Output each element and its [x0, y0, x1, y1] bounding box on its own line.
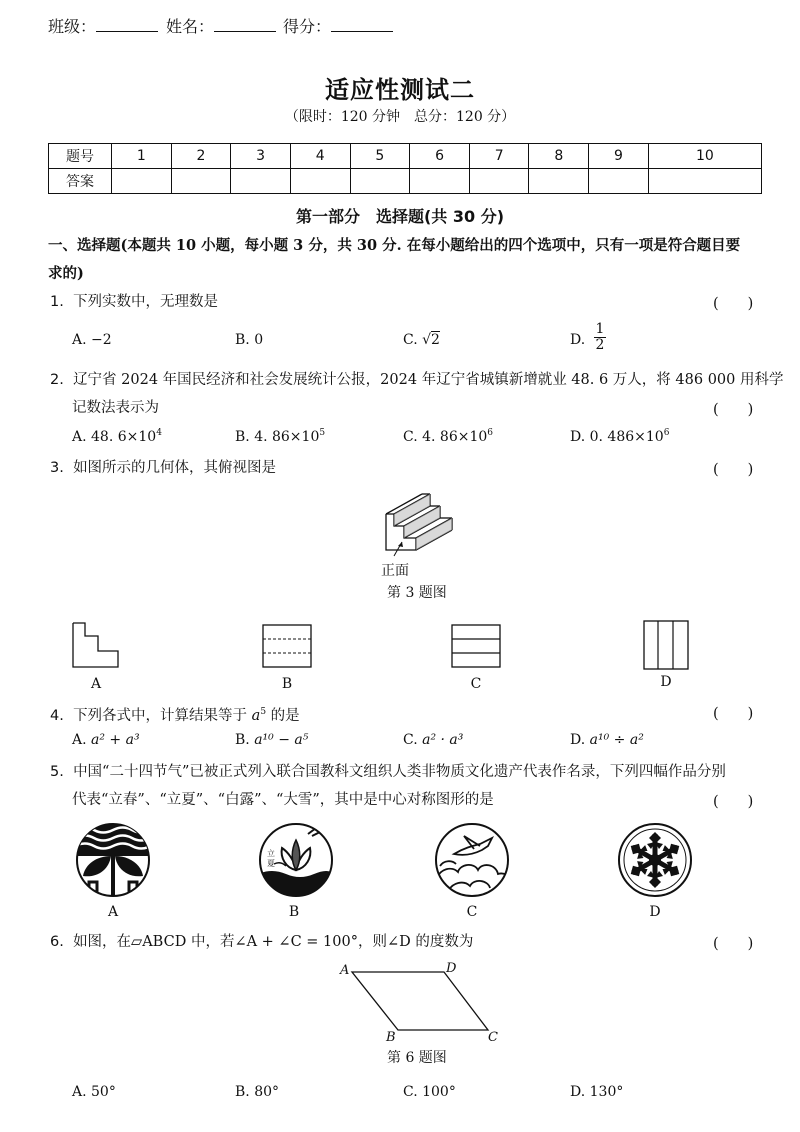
class-blank[interactable]	[96, 17, 158, 32]
q5-option-a-spring-image[interactable]	[75, 822, 151, 898]
table-number-cell: 6	[410, 144, 470, 169]
q5-option-a-label: A	[107, 904, 119, 920]
instructions-line1: 一、选择题(本题共 10 小题，每小题 3 分，共 30 分. 在每小题给出的四个选项中，只有一项是符合题目要	[48, 237, 741, 254]
q5-line2: 代表“立春”、“立夏”、“白露”、“大雪”，其中是中心对称图形的是	[72, 792, 494, 808]
q4-stem-exp: 5	[260, 707, 267, 717]
q1-fraction	[594, 322, 606, 353]
q1-option-a[interactable]: A. −2	[72, 332, 112, 348]
q3-option-a-outline	[73, 623, 118, 667]
vertex-d: D	[446, 961, 457, 976]
q5-option-b-text-2: 夏	[267, 859, 275, 868]
q2-option-c-base: C. 4. 86×10	[403, 429, 488, 445]
fraction-numerator: 1	[595, 321, 605, 337]
q3-caption: 第 3 题图	[387, 585, 447, 601]
q3-staircase-figure	[380, 490, 470, 560]
q1-number: 1.	[50, 294, 64, 310]
q2-option-d[interactable]	[570, 428, 669, 445]
q6-caption: 第 6 题图	[387, 1050, 447, 1066]
answer-table-number-row	[49, 144, 762, 169]
q2-answer-paren[interactable]: ( )	[713, 402, 754, 418]
q6-option-b[interactable]: B. 80°	[235, 1084, 280, 1100]
name-blank[interactable]	[214, 17, 276, 32]
parallelogram-abcd	[352, 972, 488, 1030]
q4-option-a-expr: a² + a³	[91, 732, 140, 748]
vertex-b: B	[386, 1030, 396, 1045]
answer-cell[interactable]	[410, 169, 470, 194]
answer-cell[interactable]	[350, 169, 410, 194]
score-field[interactable]	[283, 14, 393, 37]
q4-option-c[interactable]	[403, 732, 463, 748]
q4-stem	[50, 702, 300, 726]
answer-cell[interactable]	[171, 169, 231, 194]
table-number-cell: 9	[589, 144, 649, 169]
page-subtitle: （限时：120 分钟 总分：120 分）	[284, 109, 516, 125]
answer-table	[48, 143, 762, 194]
section-title: 第一部分 选择题(共 30 分)	[295, 207, 505, 226]
q4-option-a[interactable]	[72, 732, 140, 748]
answer-cell[interactable]	[290, 169, 350, 194]
score-label: 得分：	[283, 17, 332, 36]
q2-option-a[interactable]	[72, 428, 162, 445]
q2-number: 2.	[50, 372, 64, 388]
score-blank[interactable]	[331, 17, 393, 32]
fraction-denominator: 2	[595, 337, 605, 353]
q4-option-b-expr: a¹⁰ − a⁵	[254, 732, 309, 748]
q1-answer-paren[interactable]: ( )	[713, 296, 754, 312]
q1-stem	[50, 292, 218, 312]
class-label: 班级：	[48, 17, 97, 36]
q4-option-d[interactable]	[570, 732, 644, 748]
q3-front-label: 正面	[381, 563, 409, 579]
q2-option-d-base: D. 0. 486×10	[570, 429, 664, 445]
table-number-cell: 5	[350, 144, 410, 169]
q5-option-b-text-1: 立	[267, 849, 275, 858]
q3-stem-text: 如图所示的几何体，其俯视图是	[73, 460, 277, 476]
q5-line1	[50, 762, 726, 782]
q4-option-c-expr: a² · a³	[422, 732, 464, 748]
q5-option-c-dew-image[interactable]	[434, 822, 510, 898]
table-label-number: 题号	[49, 144, 112, 169]
q5-option-b-summer-image[interactable]	[258, 822, 334, 898]
q3-option-c-label: C	[470, 676, 482, 692]
q1-option-b[interactable]: B. 0	[235, 332, 264, 348]
q6-parallelogram-figure	[340, 960, 510, 1046]
q4-option-c-prefix: C.	[403, 732, 423, 748]
q1-stem-text: 下列实数中，无理数是	[73, 294, 219, 310]
q1-radicand: 2	[431, 332, 440, 348]
q3-option-b-frame	[263, 625, 311, 667]
q4-option-d-expr: a¹⁰ ÷ a²	[589, 732, 644, 748]
q3-option-a-figure[interactable]	[72, 622, 120, 668]
q5-option-d-snow-image[interactable]	[617, 822, 693, 898]
q3-option-b-label: B	[281, 676, 293, 692]
q4-option-b[interactable]	[235, 732, 308, 748]
q1-option-d[interactable]	[570, 332, 585, 348]
q1-option-d-prefix: D.	[570, 332, 586, 348]
q4-option-a-prefix: A.	[72, 732, 92, 748]
q1-option-c[interactable]	[403, 332, 440, 348]
q4-stem-post: 的是	[266, 708, 300, 724]
q6-number: 6.	[50, 934, 64, 950]
q4-stem-var: a	[251, 708, 261, 724]
q2-option-d-exp: 6	[663, 428, 670, 438]
instructions-line2: 求的)	[48, 265, 84, 282]
q6-option-c[interactable]: C. 100°	[403, 1084, 456, 1100]
q6-stem-text: 如图，在▱ABCD 中，若∠A + ∠C = 100°，则∠D 的度数为	[73, 934, 474, 950]
q6-answer-paren[interactable]: ( )	[713, 936, 754, 952]
table-number-cell: 7	[469, 144, 529, 169]
name-field[interactable]	[166, 14, 276, 37]
table-number-cell: 10	[648, 144, 761, 169]
name-label: 姓名：	[166, 17, 215, 36]
q6-option-d[interactable]: D. 130°	[570, 1084, 624, 1100]
answer-table-answer-row	[49, 169, 762, 194]
q2-option-b-exp: 5	[319, 428, 326, 438]
q2-line2: 记数法表示为	[72, 400, 159, 416]
table-number-cell: 4	[290, 144, 350, 169]
answer-cell[interactable]	[469, 169, 529, 194]
q3-answer-paren[interactable]: ( )	[713, 462, 754, 478]
table-number-cell: 1	[112, 144, 172, 169]
q5-line1-text: 中国“二十四节气”已被正式列入联合国教科文组织人类非物质文化遗产代表作名录，下列四幅作品分别	[73, 764, 726, 780]
q5-number: 5.	[50, 764, 64, 780]
vertex-c: C	[488, 1030, 498, 1045]
q4-option-d-prefix: D.	[570, 732, 590, 748]
q2-line1-text: 辽宁省 2024 年国民经济和社会发展统计公报，2024 年辽宁省城镇新增就业 48. 6 万人，将 486 000 用科学	[73, 372, 784, 388]
table-number-cell: 2	[171, 144, 231, 169]
q1-option-c-prefix: C.	[403, 332, 423, 348]
q3-option-d-frame	[644, 621, 688, 669]
q4-number: 4.	[50, 708, 64, 724]
table-label-answer: 答案	[49, 169, 112, 194]
q2-option-a-base: A. 48. 6×10	[72, 429, 157, 445]
q6-stem	[50, 932, 473, 952]
q5-answer-paren[interactable]: ( )	[713, 794, 754, 810]
answer-cell[interactable]	[589, 169, 649, 194]
q2-option-a-exp: 4	[156, 428, 162, 438]
q3-option-b-figure[interactable]	[262, 624, 312, 668]
answer-cell[interactable]	[529, 169, 589, 194]
vertex-a: A	[340, 963, 350, 978]
q3-stem	[50, 458, 276, 478]
q6-option-a[interactable]: A. 50°	[72, 1084, 116, 1100]
sqrt-symbol: √	[422, 332, 432, 348]
q3-option-c-frame	[452, 625, 500, 667]
table-number-cell: 8	[529, 144, 589, 169]
q5-option-d-label: D	[649, 904, 661, 920]
q4-stem-pre: 下列各式中，计算结果等于	[73, 708, 252, 724]
q3-number: 3.	[50, 460, 64, 476]
q2-option-c[interactable]	[403, 428, 493, 445]
class-field[interactable]	[48, 14, 158, 37]
q2-option-b-base: B. 4. 86×10	[235, 429, 320, 445]
q3-option-d-label: D	[660, 674, 672, 690]
q2-line1	[50, 370, 783, 390]
q4-option-b-prefix: B.	[235, 732, 255, 748]
q5-option-b-label: B	[288, 904, 300, 920]
answer-cell[interactable]	[648, 169, 761, 194]
answer-cell[interactable]	[112, 169, 172, 194]
q5-option-c-label: C	[466, 904, 478, 920]
q2-option-c-exp: 6	[487, 428, 494, 438]
table-number-cell: 3	[231, 144, 291, 169]
q2-option-b[interactable]	[235, 428, 325, 445]
q3-option-c-figure[interactable]	[451, 624, 501, 668]
q3-option-a-label: A	[90, 676, 102, 692]
answer-cell[interactable]	[231, 169, 291, 194]
q4-answer-paren[interactable]: ( )	[713, 706, 754, 722]
q3-option-d-figure[interactable]	[643, 620, 689, 670]
page-title: 适应性测试二	[325, 76, 475, 104]
